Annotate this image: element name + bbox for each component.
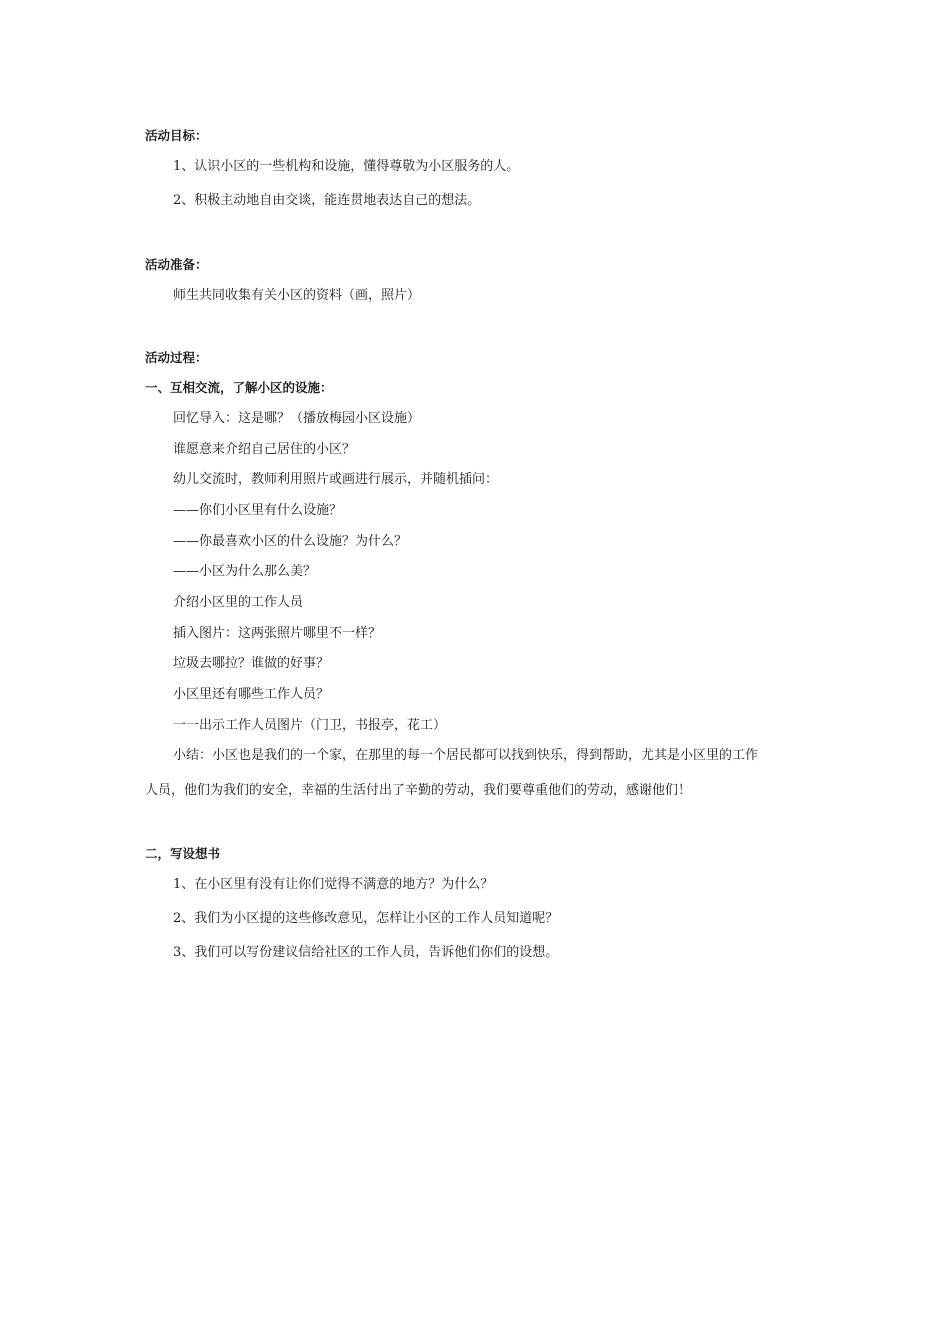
- goal-item-2: 2、积极主动地自由交谈，能连贯地表达自己的想法。: [173, 193, 481, 208]
- section1-line: 介绍小区里的工作人员: [173, 595, 304, 610]
- summary-line-1: 小结：小区也是我们的一个家，在那里的每一个居民都可以找到快乐，得到帮助，尤其是小区里的工作: [173, 748, 759, 763]
- section1-line: 一一出示工作人员图片（门卫，书报亭，花工）: [173, 718, 447, 733]
- section1-line: 垃圾去哪拉？谁做的好事？: [173, 656, 330, 671]
- summary-line-2: 人员，他们为我们的安全，幸福的生活付出了辛勤的劳动，我们要尊重他们的劳动，感谢他们！: [145, 783, 692, 798]
- goals-heading: 活动目标：: [145, 128, 208, 143]
- section1-line: ——小区为什么那么美？: [173, 564, 317, 579]
- section1-line: 幼儿交流时，教师利用照片或画进行展示，并随机插问：: [173, 472, 499, 487]
- section1-line: ——你们小区里有什么设施？: [173, 503, 343, 518]
- section1-heading: 一、互相交流，了解小区的设施：: [145, 380, 333, 395]
- section2-item-3: 3、我们可以写份建议信给社区的工作人员，告诉他们你们的设想。: [173, 945, 559, 960]
- goal-item-1: 1、认识小区的一些机构和设施，懂得尊敬为小区服务的人。: [173, 159, 520, 174]
- prep-heading: 活动准备：: [145, 257, 208, 272]
- section1-line: 回忆导入：这是哪？（播放梅园小区设施）: [173, 411, 421, 426]
- prep-text: 师生共同收集有关小区的资料（画，照片）: [173, 288, 421, 303]
- section2-item-2: 2、我们为小区提的这些修改意见，怎样让小区的工作人员知道呢？: [173, 911, 559, 926]
- section2-heading: 二，写设想书: [145, 846, 221, 861]
- section1-line: ——你最喜欢小区的什么设施？为什么？: [173, 534, 408, 549]
- process-heading: 活动过程：: [145, 350, 208, 365]
- section1-line: 小区里还有哪些工作人员？: [173, 687, 330, 702]
- section2-item-1: 1、在小区里有没有让你们觉得不满意的地方？为什么？: [173, 877, 494, 892]
- section1-line: 谁愿意来介绍自己居住的小区？: [173, 442, 356, 457]
- section1-line: 插入图片：这两张照片哪里不一样？: [173, 626, 382, 641]
